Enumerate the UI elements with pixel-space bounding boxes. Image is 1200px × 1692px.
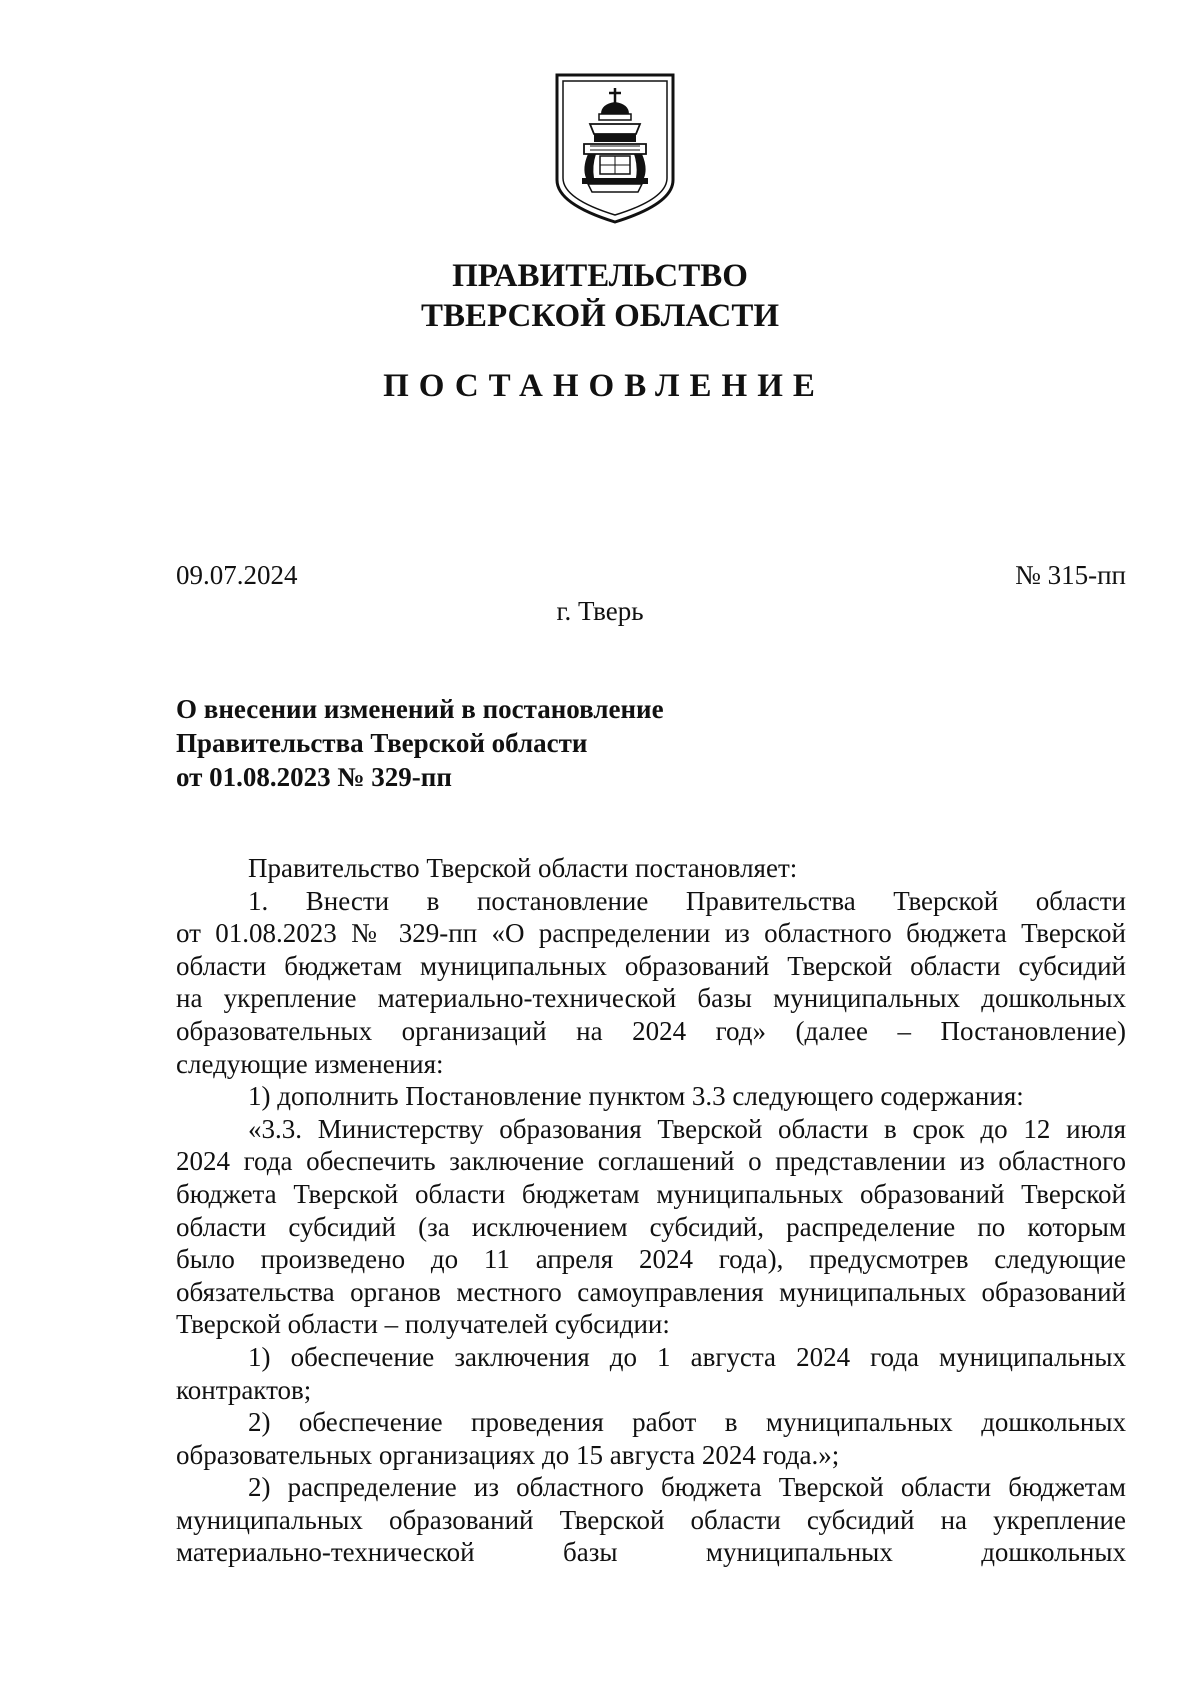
body-line: от 01.08.2023 № 329-пп «О распределении из областного бюджета Тверской	[176, 918, 1126, 949]
body-line: 1) дополнить Постановление пунктом 3.3 следующего содержания:	[248, 1081, 1024, 1112]
region-title: ТВЕРСКОЙ ОБЛАСТИ	[420, 298, 780, 334]
subject-line: от 01.08.2023 № 329-пп	[176, 762, 452, 792]
document-city: г. Тверь	[556, 596, 644, 626]
body-line: контрактов;	[176, 1374, 312, 1405]
body-line: муниципальных образований Тверской области субсидий на укрепление	[176, 1504, 1126, 1535]
body-line: образовательных организациях до 15 августа 2024 года.»;	[176, 1439, 840, 1470]
body-line: Правительство Тверской области постановляет:	[248, 853, 798, 883]
body-line: образовательных организаций на 2024 год» (далее – Постановление)	[176, 1015, 1126, 1046]
tver-coat-of-arms-icon	[554, 72, 676, 224]
body-line: 2) обеспечение проведения работ в муниципальных дошкольных	[248, 1407, 1126, 1438]
document-date: 09.07.2024	[176, 560, 298, 590]
body-line: было произведено до 11 апреля 2024 года), предусмотрев следующие	[176, 1244, 1126, 1275]
body-line: обязательства органов местного самоуправления муниципальных образований	[176, 1276, 1126, 1307]
body-line: 1. Внести в постановление Правительства Тверской области	[248, 885, 1126, 916]
government-title: ПРАВИТЕЛЬСТВО	[452, 258, 748, 294]
body-line: Тверской области – получателей субсидии:	[176, 1309, 670, 1340]
body-line: 2024 года обеспечить заключение соглашений о представлении из областного	[176, 1146, 1126, 1177]
body-line: области бюджетам муниципальных образований Тверской области субсидий	[176, 950, 1126, 981]
document-type: ПОСТАНОВЛЕНИЕ	[383, 368, 825, 404]
body-line: следующие изменения:	[176, 1048, 444, 1079]
body-line: 2) распределение из областного бюджета Тверской области бюджетам	[248, 1472, 1126, 1503]
body-line: бюджета Тверской области бюджетам муниципальных образований Тверской	[176, 1178, 1126, 1209]
subject-line: Правительства Тверской области	[176, 728, 588, 758]
document-subject	[176, 692, 664, 794]
document-number: № 315-пп	[1015, 560, 1126, 590]
body-line: области субсидий (за исключением субсидий, распределение по которым	[176, 1211, 1126, 1242]
document-body	[176, 852, 1126, 1569]
subject-line: О внесении изменений в постановление	[176, 694, 664, 724]
body-line: 1) обеспечение заключения до 1 августа 2024 года муниципальных	[248, 1341, 1126, 1372]
body-line: материально-технической базы муниципальных дошкольных	[176, 1537, 1126, 1568]
body-line: на укрепление материально-технической базы муниципальных дошкольных	[176, 983, 1126, 1014]
body-line: «3.3. Министерству образования Тверской области в срок до 12 июля	[248, 1113, 1126, 1144]
